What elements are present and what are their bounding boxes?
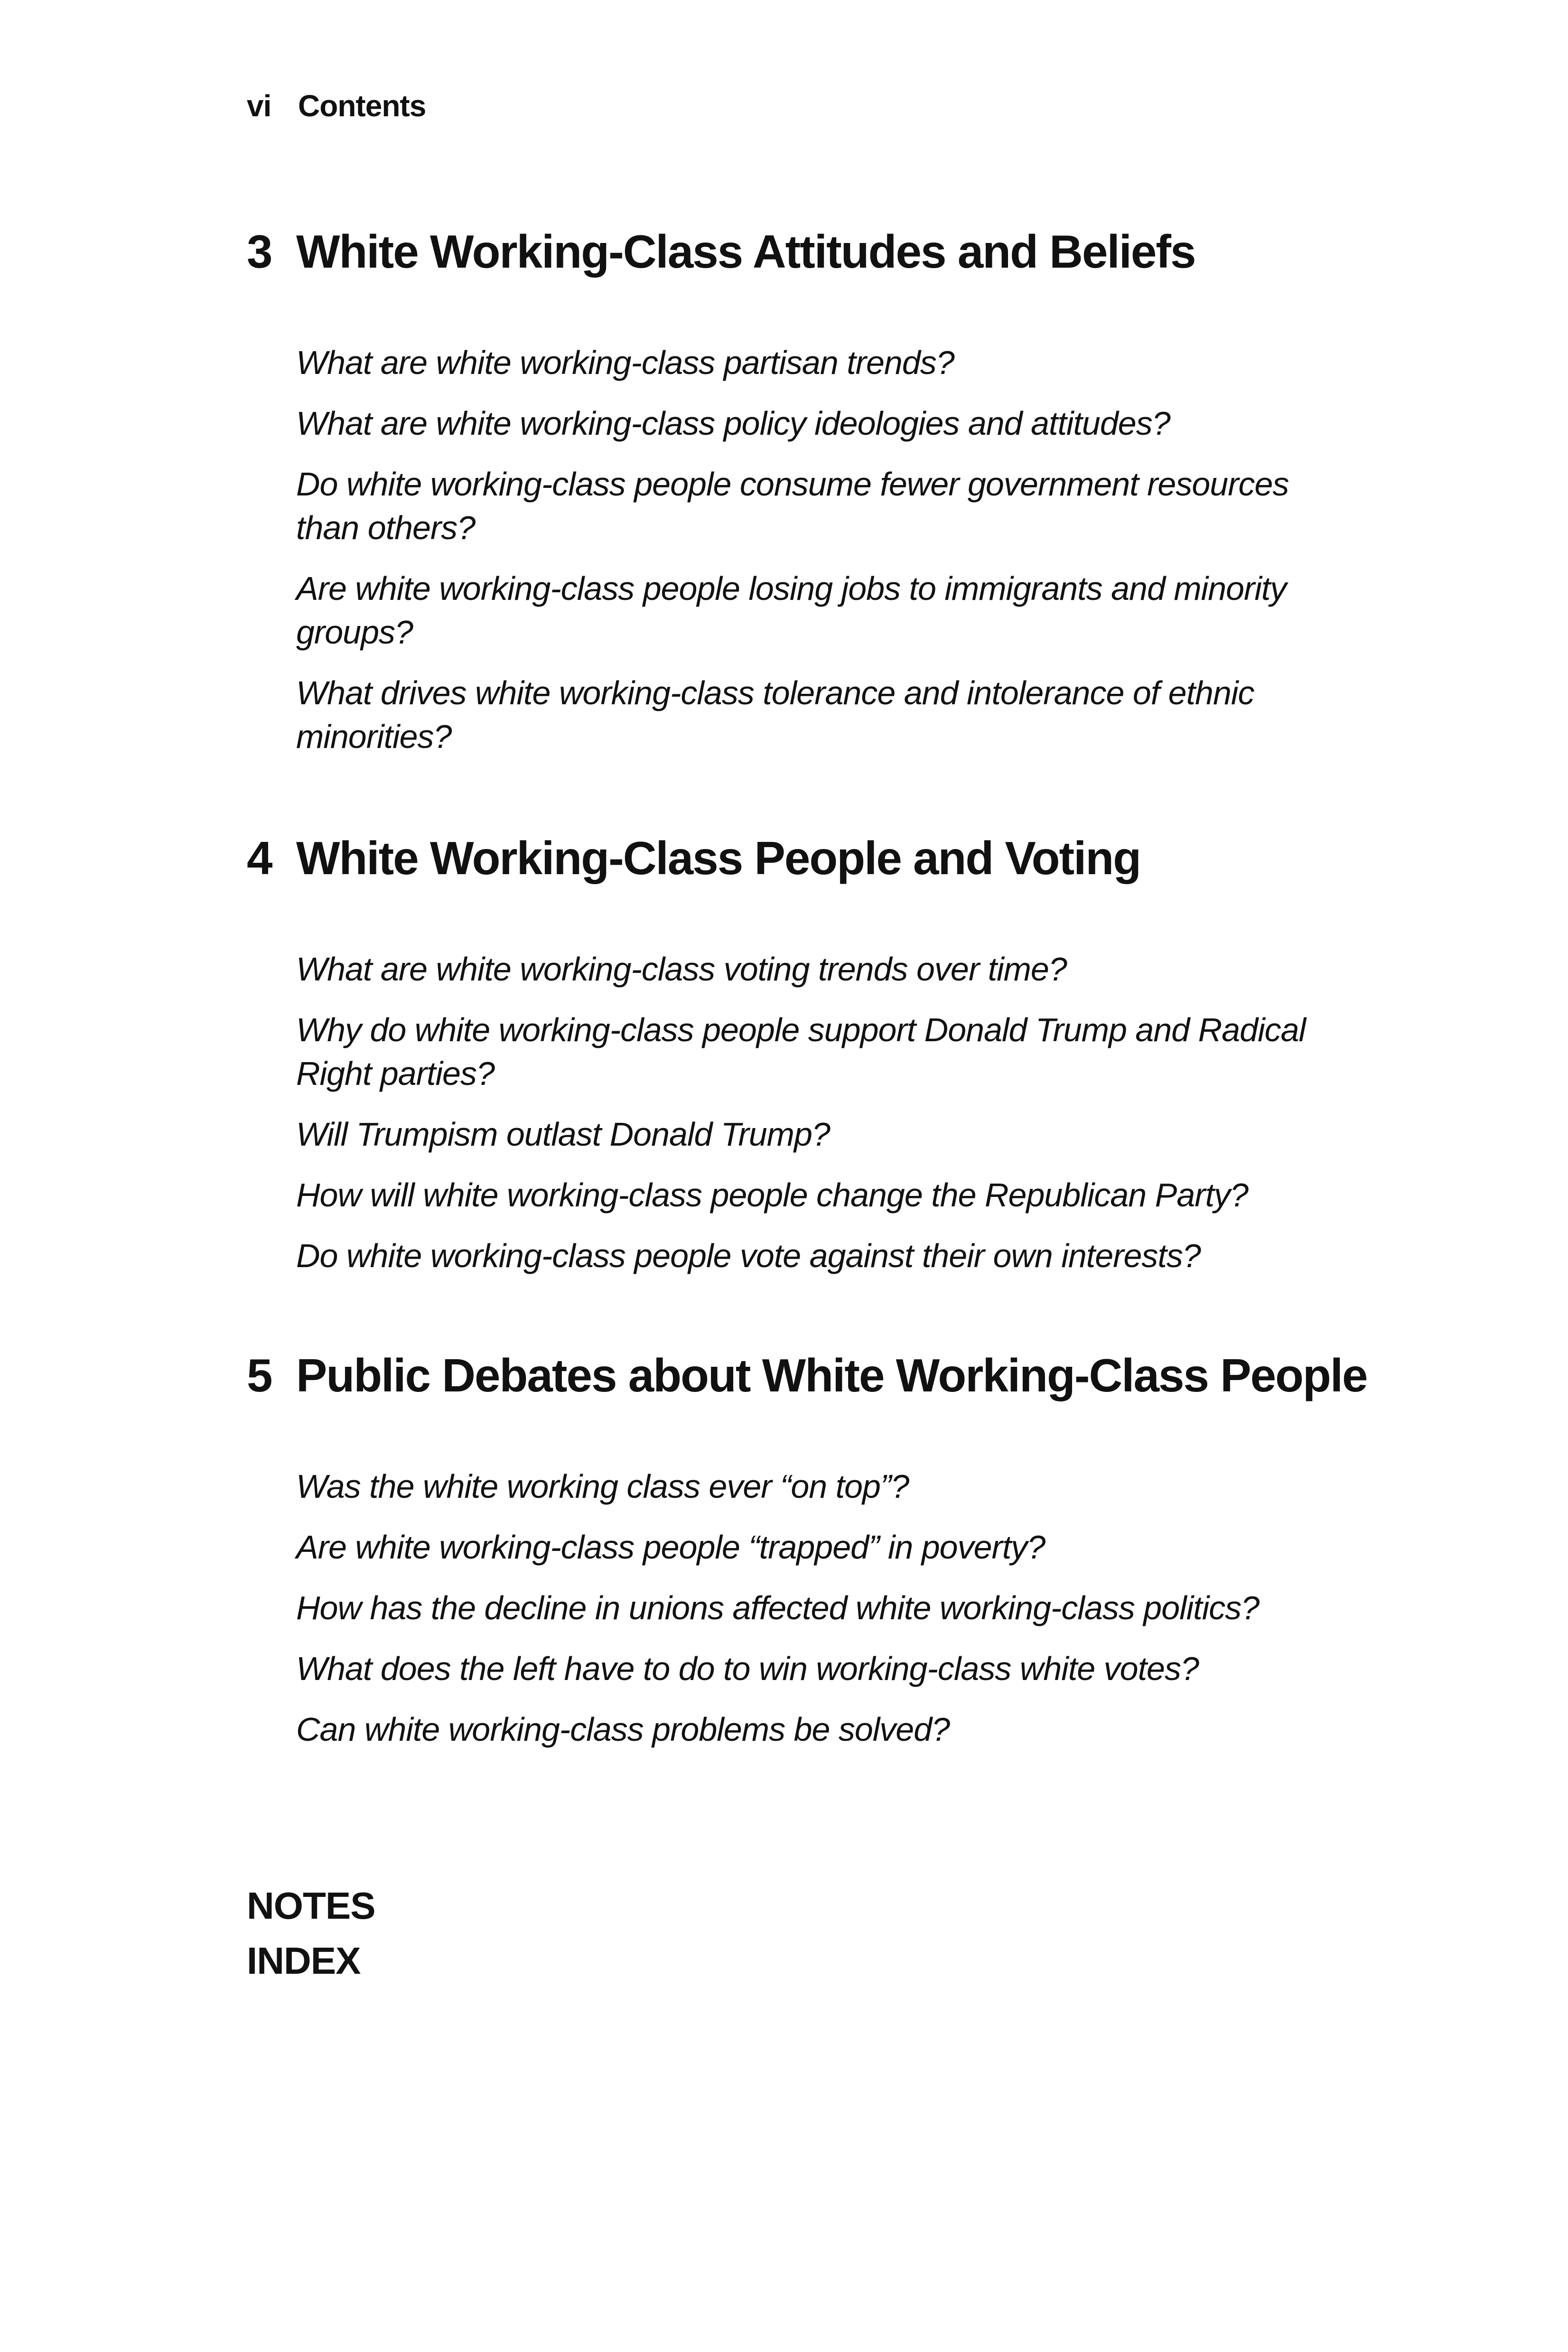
chapter-heading[interactable] [247, 830, 1424, 887]
chapter-3-entry[interactable] [247, 223, 1424, 775]
question-entry[interactable]: What are white working-class policy ideologies and attitudes? [296, 405, 1170, 442]
chapter-heading[interactable] [247, 1347, 1424, 1404]
question-entry[interactable]: What are white working-class voting trends over time? [296, 951, 1067, 988]
chapter-title: Public Debates about White Working-Class People [296, 1349, 1367, 1401]
backmatter [247, 1878, 375, 1988]
question-entry[interactable]: Are white working-class people losing jobs to immigrants and minority groups? [296, 570, 1287, 651]
question-entry[interactable]: Will Trumpism outlast Donald Trump? [296, 1116, 830, 1153]
question-entry[interactable]: Do white working-class people vote against their own interests? [296, 1237, 1201, 1274]
question-entry[interactable]: Why do white working-class people support Donald Trump and Radical Right parties? [296, 1011, 1306, 1092]
running-head [247, 88, 426, 123]
chapter-title: White Working-Class People and Voting [296, 832, 1141, 884]
chapter-5-entry[interactable] [247, 1347, 1424, 1768]
question-entry[interactable]: Are white working-class people “trapped” in poverty? [296, 1529, 1045, 1566]
index-entry[interactable]: INDEX [247, 1940, 361, 1982]
question-entry[interactable]: Was the white working class ever “on top”? [296, 1468, 909, 1505]
question-entry[interactable]: What are white working-class partisan trends? [296, 344, 954, 381]
question-entry[interactable]: Can white working-class problems be solved? [296, 1711, 950, 1748]
chapter-number: 5 [247, 1349, 272, 1401]
question-entry[interactable]: How will white working-class people change the Republican Party? [296, 1176, 1248, 1213]
notes-entry[interactable]: NOTES [247, 1885, 375, 1927]
page-folio: vi [247, 89, 271, 123]
chapter-number: 4 [247, 832, 272, 884]
chapter-heading[interactable] [247, 223, 1424, 280]
chapter-4-entry[interactable] [247, 830, 1424, 1295]
question-entry[interactable]: Do white working-class people consume fewer government resources than others? [296, 466, 1289, 546]
chapter-title: White Working-Class Attitudes and Beliefs [296, 225, 1195, 278]
chapter-number: 3 [247, 225, 272, 278]
question-entry[interactable]: What drives white working-class tolerance and intolerance of ethnic minorities? [296, 674, 1254, 755]
running-head-title: Contents [298, 89, 426, 123]
question-entry[interactable]: How has the decline in unions affected white working-class politics? [296, 1589, 1260, 1626]
question-entry[interactable]: What does the left have to do to win working-class white votes? [296, 1650, 1199, 1687]
